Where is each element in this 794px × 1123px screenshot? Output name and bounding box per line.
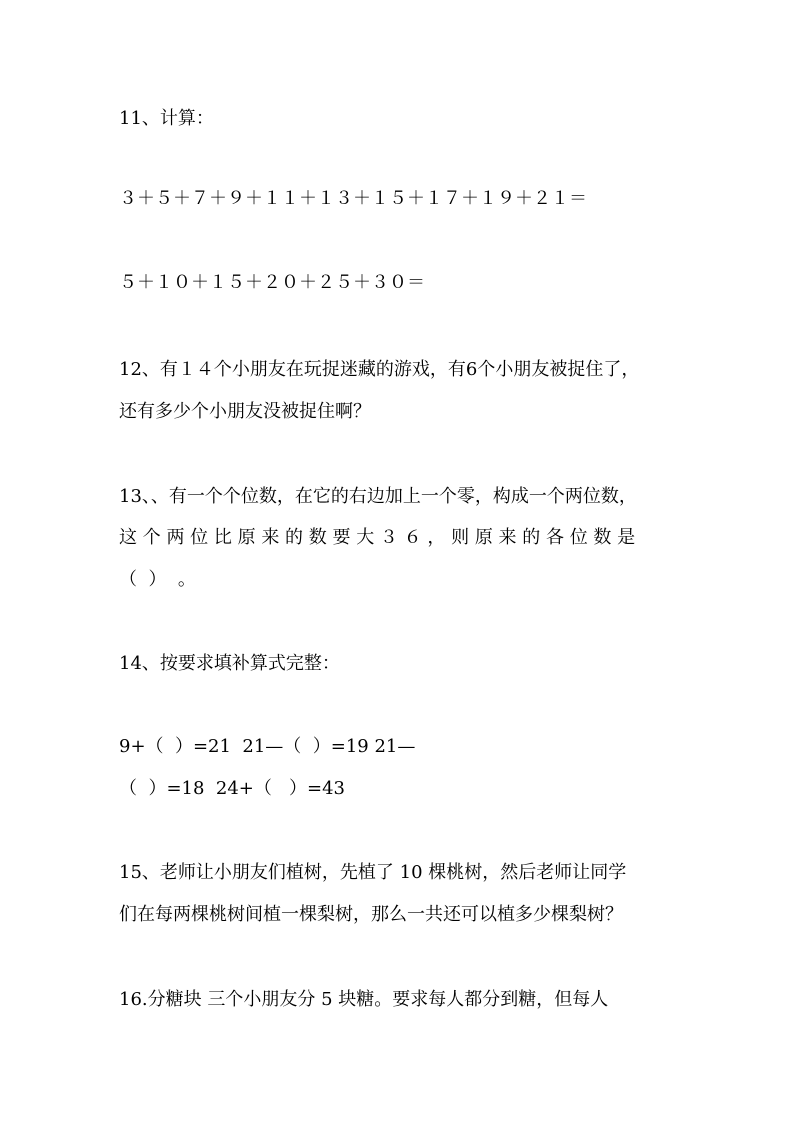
question-12-line-2: 还有多少个小朋友没被捉住啊？ (119, 401, 371, 422)
question-14-line-1: 9+（ ）=21 21—（ ）=19 21— (119, 736, 416, 757)
question-15-line-1: 15、老师让小朋友们植树，先植了 10 棵桃树，然后老师让同学 (119, 862, 627, 883)
question-12-line-1: 12、有１４个小朋友在玩捉迷藏的游戏，有6个小朋友被捉住了， (119, 359, 640, 380)
question-14-line-2: （ ）=18 24+（ ）=43 (119, 778, 346, 799)
question-13-line-3: （ ） 。 (119, 569, 196, 590)
question-13-line-2: 这 个 两 位 比 原 来 的 数 要 大 ３ ６ ， 则 原 来 的 各 位 数 是 (119, 527, 636, 548)
question-13-line-1: 13、、有一个个位数，在它的右边加上一个零，构成一个两位数， (119, 486, 637, 507)
question-11-expression-1: ３＋５＋７＋９＋１１＋１３＋１５＋１７＋１９＋２１＝ (119, 188, 587, 209)
question-11-expression-2: ５＋１０＋１５＋２０＋２５＋３０＝ (119, 272, 425, 293)
question-14-title: 14、按要求填补算式完整： (119, 653, 340, 674)
question-16-line-1: 16.分糖块 三个小朋友分 5 块糖。要求每人都分到糖，但每人 (119, 989, 609, 1010)
question-15-line-2: 们在每两棵桃树间植一棵梨树，那么一共还可以植多少棵梨树？ (119, 904, 623, 925)
question-11-title: 11、计算： (119, 108, 214, 129)
